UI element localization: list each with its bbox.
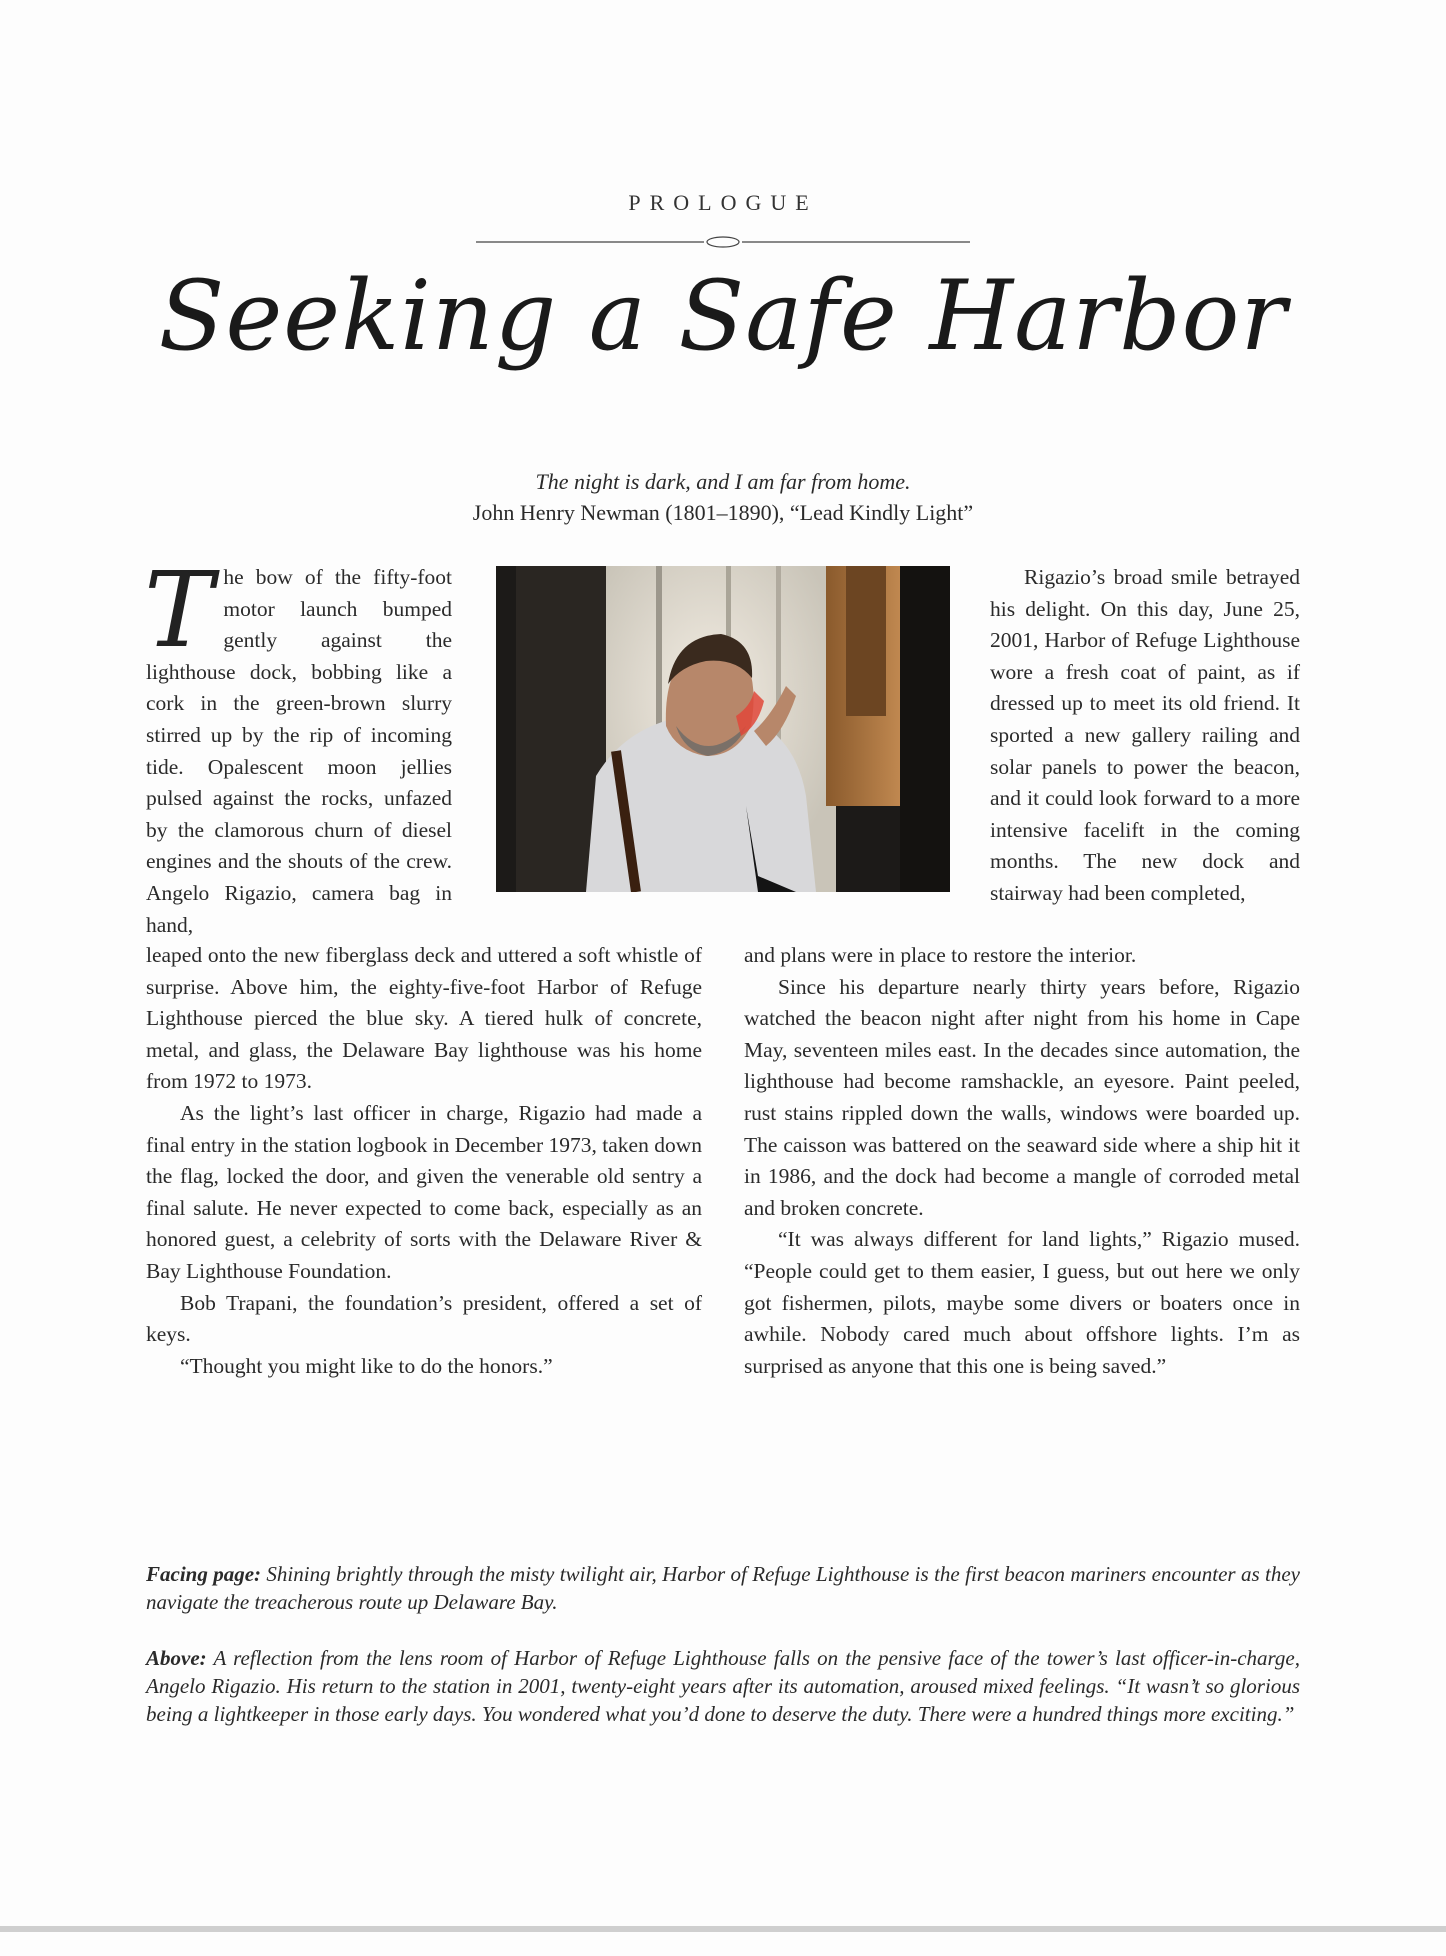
epigraph (0, 466, 1446, 528)
caption-facing-page (146, 1560, 1300, 1616)
epigraph-quote: The night is dark, and I am far from home. (535, 469, 911, 494)
paragraph-1-start (144, 549, 452, 941)
prologue-label: PROLOGUE (628, 190, 818, 215)
photo-illustration (496, 566, 950, 892)
paragraph-5-continued: and plans were in place to restore the interior. (744, 943, 1137, 967)
column-right (744, 940, 1300, 1382)
paragraph-7: “It was always different for land lights,” Rigazio mused. “People could get to them easier, I guess, but out here we only got fishermen, pilots, maybe some divers or boaters once in awhile. Nobody cared much about offshore lights. I’m as surprised as anyone that this one is being saved.” (744, 1227, 1300, 1378)
paragraph-1-start-text: he bow of the fifty-foot motor launch bumped gently against the lighthouse dock, bobbing like a cork in the green-brown slurry stirred up by the rip of incoming tide. Opalescent moon jellies pulsed against the rocks, unfazed by the clamorous churn of diesel engines and the shouts of the crew. Angelo Rigazio, camera bag in hand, (146, 565, 452, 937)
caption-above-lead: Above: (146, 1646, 207, 1670)
photo-angelo-rigazio (496, 566, 950, 892)
paragraph-1-continued: leaped onto the new fiberglass deck and uttered a soft whistle of surprise. Above him, the eighty-five-foot Harbor of Refuge Lighthouse pierced the blue sky. A tiered hulk of concrete, metal, and glass, the Delaware Bay lighthouse was his home from 1972 to 1973. (146, 943, 702, 1094)
paragraph-3: Bob Trapani, the foundation’s president, offered a set of keys. (146, 1290, 702, 1347)
chapter-title: Seeking a Safe Harbor (158, 260, 1288, 372)
column-right-top (990, 562, 1300, 910)
column-left (146, 940, 702, 1382)
paragraph-2: As the light’s last officer in charge, Rigazio had made a final entry in the station logbook in December 1973, taken down the flag, locked the door, and given the venerable old sentry a final salute. He never expected to come back, especially as an honored guest, a celebrity of sorts with the Delaware River & Bay Lighthouse Foundation. (146, 1100, 702, 1283)
caption-facing-text: Shining brightly through the misty twilight air, Harbor of Refuge Lighthouse is the first beacon mariners encounter as they navigate the treacherous route up Delaware Bay. (146, 1562, 1300, 1614)
caption-above-text: A reflection from the lens room of Harbor of Refuge Lighthouse falls on the pensive face of the tower’s last officer-in-charge, Angelo Rigazio. His return to the station in 2001, twenty-eight years after its automation, aroused mixed feelings. “It wasn’t so glorious being a lightkeeper in those early days. You wondered what you’d done to deserve the duty. There were a hundred things more exciting.” (146, 1646, 1300, 1726)
caption-above (146, 1644, 1300, 1728)
caption-facing-lead: Facing page: (146, 1562, 262, 1586)
paragraph-4: “Thought you might like to do the honors.” (180, 1353, 553, 1378)
column-left-top (144, 549, 452, 941)
epigraph-attribution: John Henry Newman (1801–1890), “Lead Kindly Light” (472, 500, 974, 525)
drop-cap: T (144, 549, 214, 671)
page-bottom-edge (0, 1926, 1446, 1932)
paragraph-6: Since his departure nearly thirty years before, Rigazio watched the beacon night after night from his home in Cape May, seventeen miles east. In the decades since automation, the lighthouse had become ramshackle, an eyesore. Paint peeled, rust stains rippled down the walls, windows were boarded up. The caisson was battered on the seaward side where a ship hit it in 1986, and the dock had become a mangle of corroded metal and broken concrete. (744, 974, 1300, 1220)
paragraph-5-start: Rigazio’s broad smile betrayed his delight. On this day, June 25, 2001, Harbor of Refuge Lighthouse wore a fresh coat of paint, as if dressed up to meet its old friend. It sported a new gallery railing and solar panels to power the beacon, and it could look forward to a more intensive facelift in the coming months. The new dock and stairway had been completed, (990, 565, 1300, 905)
title-ornament (476, 232, 970, 252)
